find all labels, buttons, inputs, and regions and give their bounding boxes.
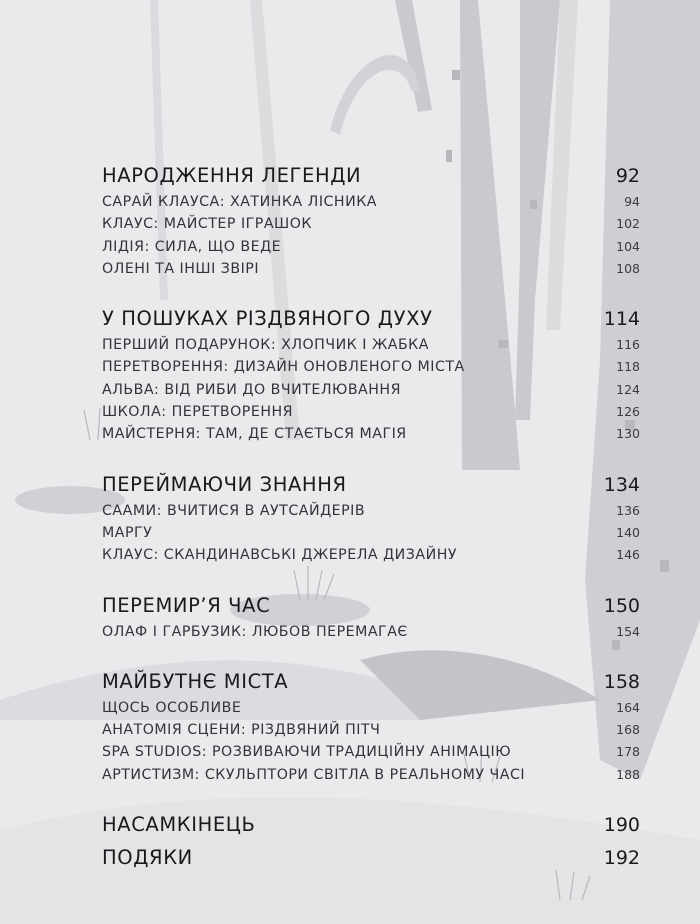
- subsection-entry: [102, 621, 640, 643]
- chapter-entry: [102, 469, 640, 500]
- subsection-entry: [102, 522, 640, 544]
- subsection-entry: [102, 500, 640, 522]
- chapter-entry: [102, 160, 640, 191]
- subsection-title: КЛАУС: СКАНДИНАВСЬКІ ДЖЕРЕЛА ДИЗАЙНУ: [102, 547, 458, 564]
- chapter-title: ПЕРЕЙМАЮЧИ ЗНАННЯ: [102, 472, 347, 496]
- subsection-title: МАРГУ: [102, 524, 153, 541]
- toc-section: [102, 666, 640, 786]
- subsection-page-number: 164: [616, 699, 640, 715]
- subsection-title: ПЕРШИЙ ПОДАРУНОК: ХЛОПЧИК І ЖАБКА: [102, 337, 429, 354]
- subsection-entry: [102, 356, 640, 378]
- chapter-title: НАСАМКІНЕЦЬ: [102, 813, 256, 837]
- subsection-title: АЛЬВА: ВІД РИБИ ДО ВЧИТЕЛЮВАННЯ: [102, 381, 401, 398]
- subsection-page-number: 124: [616, 381, 640, 397]
- chapter-entry: [102, 590, 640, 621]
- toc-section: [102, 160, 640, 280]
- subsection-page-number: 178: [616, 744, 640, 760]
- toc-section: [102, 809, 640, 840]
- chapter-title: НАРОДЖЕННЯ ЛЕГЕНДИ: [102, 164, 362, 187]
- toc-section: [102, 842, 640, 873]
- subsection-title: КЛАУС: МАЙСТЕР ІГРАШОК: [102, 216, 312, 233]
- chapter-page-number: 192: [603, 847, 640, 870]
- chapter-page-number: 158: [603, 670, 640, 693]
- subsection-entry: [102, 697, 640, 719]
- subsection-entry: [102, 258, 640, 280]
- subsection-entry: [102, 401, 640, 423]
- subsection-page-number: 146: [616, 547, 640, 563]
- chapter-entry: [102, 666, 640, 697]
- subsection-entry: [102, 719, 640, 741]
- subsection-entry: [102, 236, 640, 258]
- chapter-page-number: 114: [603, 308, 640, 331]
- subsection-title: ОЛЕНІ ТА ІНШІ ЗВІРІ: [102, 260, 260, 277]
- subsection-entry: [102, 764, 640, 786]
- chapter-title: ПЕРЕМИР’Я ЧАС: [102, 593, 271, 617]
- subsection-page-number: 102: [616, 216, 640, 232]
- chapter-entry: [102, 809, 640, 840]
- subsection-page-number: 118: [616, 359, 640, 375]
- subsection-page-number: 136: [616, 502, 640, 518]
- subsection-page-number: 108: [616, 260, 640, 276]
- chapter-page-number: 134: [603, 473, 640, 496]
- subsection-page-number: 94: [624, 194, 640, 209]
- chapter-entry: [102, 842, 640, 873]
- subsection-title: АРТИСТИЗМ: СКУЛЬПТОРИ СВІТЛА В РЕАЛЬНОМУ ЧАСІ: [102, 766, 526, 783]
- subsection-title: SPA STUDIOS: РОЗВИВАЮЧИ ТРАДИЦІЙНУ АНІМАЦІЮ: [102, 744, 512, 761]
- subsection-title: ОЛАФ І ГАРБУЗИК: ЛЮБОВ ПЕРЕМАГАЄ: [102, 623, 408, 640]
- subsection-title: САРАЙ КЛАУСА: ХАТИНКА ЛІСНИКА: [102, 194, 377, 210]
- subsection-page-number: 116: [616, 337, 640, 353]
- subsection-title: ЛІДІЯ: СИЛА, ЩО ВЕДЕ: [102, 238, 282, 255]
- toc-section: [102, 303, 640, 445]
- subsection-title: АНАТОМІЯ СЦЕНИ: РІЗДВЯНИЙ ПІТЧ: [102, 722, 381, 739]
- subsection-title: ШКОЛА: ПЕРЕТВОРЕННЯ: [102, 404, 294, 421]
- subsection-entry: [102, 741, 640, 763]
- chapter-title: МАЙБУТНЄ МІСТА: [102, 669, 289, 693]
- subsection-page-number: 140: [616, 524, 640, 540]
- chapter-page-number: 150: [603, 594, 640, 617]
- chapter-title: ПОДЯКИ: [102, 846, 193, 870]
- subsection-page-number: 126: [616, 404, 640, 420]
- subsection-title: ЩОСЬ ОСОБЛИВЕ: [102, 699, 242, 716]
- chapter-page-number: 190: [603, 814, 640, 837]
- table-of-contents: [102, 160, 640, 875]
- subsection-page-number: 104: [616, 238, 640, 254]
- subsection-entry: [102, 213, 640, 235]
- subsection-entry: [102, 544, 640, 566]
- chapter-title: У ПОШУКАХ РІЗДВЯНОГО ДУХУ: [102, 307, 433, 331]
- subsection-entry: [102, 334, 640, 356]
- subsection-page-number: 154: [616, 623, 640, 639]
- chapter-entry: [102, 303, 640, 334]
- subsection-title: МАЙСТЕРНЯ: ТАМ, ДЕ СТАЄТЬСЯ МАГІЯ: [102, 426, 407, 443]
- subsection-page-number: 130: [616, 426, 640, 442]
- subsection-entry: [102, 191, 640, 213]
- toc-section: [102, 469, 640, 567]
- subsection-entry: [102, 423, 640, 445]
- subsection-entry: [102, 379, 640, 401]
- subsection-title: СААМИ: ВЧИТИСЯ В АУТСАЙДЕРІВ: [102, 502, 366, 519]
- toc-section: [102, 590, 640, 643]
- subsection-title: ПЕРЕТВОРЕННЯ: ДИЗАЙН ОНОВЛЕНОГО МІСТА: [102, 359, 465, 376]
- chapter-page-number: 92: [615, 165, 640, 187]
- subsection-page-number: 188: [616, 766, 640, 782]
- subsection-page-number: 168: [616, 722, 640, 738]
